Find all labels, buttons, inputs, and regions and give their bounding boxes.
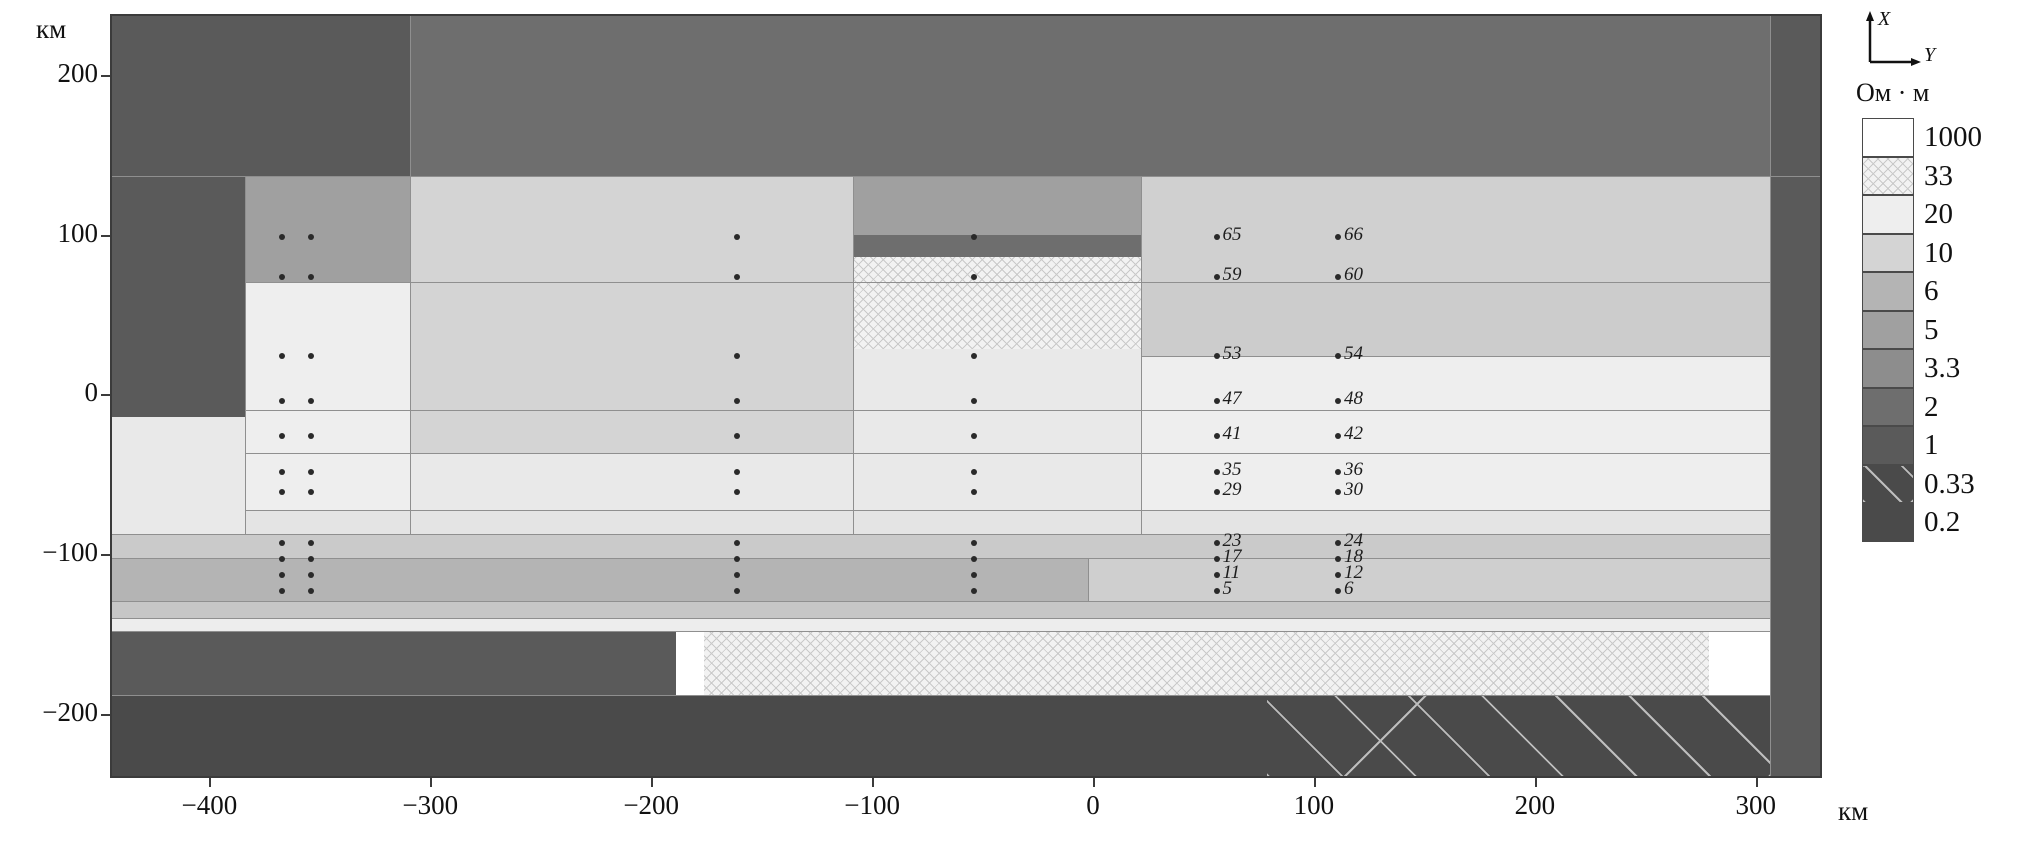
- block-18: [112, 559, 1089, 602]
- legend-label: 10: [1924, 236, 1953, 269]
- sample-point-label: 60: [1344, 263, 1363, 285]
- sample-point: [1214, 556, 1220, 562]
- x-tick-mark: [872, 778, 874, 787]
- block-15: [853, 349, 1141, 454]
- block-16: [245, 511, 1771, 535]
- block-12: [1141, 357, 1771, 535]
- sep-line-14: [245, 177, 246, 535]
- sample-point-label: 48: [1344, 388, 1363, 410]
- sample-point: [1214, 540, 1220, 546]
- legend-row: [1862, 388, 2012, 427]
- sample-point-label: 59: [1222, 263, 1242, 285]
- sep-line-9: [112, 558, 1771, 559]
- y-tick-mark: [101, 235, 110, 237]
- sample-point: [971, 572, 977, 578]
- sample-point: [971, 588, 977, 594]
- legend-row: [1862, 272, 2012, 311]
- sep-line-15: [410, 177, 411, 535]
- x-axis-unit-label: км: [1838, 796, 1869, 826]
- sample-point: [1214, 234, 1220, 240]
- x-tick-mark: [1756, 778, 1758, 787]
- sample-point: [279, 469, 285, 475]
- y-axis-unit-label: км: [36, 14, 67, 44]
- sample-point-label: 29: [1222, 479, 1242, 501]
- block-19: [1089, 559, 1771, 602]
- sep-line-19: [410, 16, 411, 177]
- block-20: [112, 602, 1771, 619]
- sample-point-label: 42: [1344, 423, 1363, 445]
- sample-point: [1214, 274, 1220, 280]
- sample-point-label: 18: [1344, 546, 1363, 568]
- sep-line-13: [112, 695, 1771, 696]
- sample-point-label: 35: [1222, 458, 1242, 480]
- block-24-conductor: [704, 632, 1709, 696]
- sample-point: [1335, 234, 1341, 240]
- x-tick-mark: [430, 778, 432, 787]
- legend-label: 0.33: [1924, 467, 1975, 500]
- x-tick-label: −400: [181, 790, 238, 820]
- y-tick-mark: [101, 394, 110, 396]
- sample-point: [308, 274, 314, 280]
- sample-point: [971, 353, 977, 359]
- sample-point-label: 11: [1222, 562, 1241, 584]
- sample-point: [1214, 588, 1220, 594]
- sample-point-label: 54: [1344, 343, 1363, 365]
- x-tick-mark: [209, 778, 211, 787]
- sample-point-label: 65: [1222, 223, 1242, 245]
- x-tick-mark: [1535, 778, 1537, 787]
- legend-label: 2: [1924, 390, 1939, 423]
- legend-swatch: [1862, 157, 1914, 196]
- sample-point: [1335, 469, 1341, 475]
- x-tick-label: 200: [1514, 790, 1556, 820]
- sample-point-label: 30: [1344, 479, 1363, 501]
- sample-point: [1214, 353, 1220, 359]
- legend-row: [1862, 234, 2012, 273]
- legend-units-label: Ом · м: [1856, 78, 1930, 107]
- sep-line-6: [245, 453, 1771, 454]
- sample-point: [971, 556, 977, 562]
- legend-swatch: [1862, 388, 1914, 427]
- y-tick-label: 200: [57, 57, 98, 88]
- legend-swatch: [1862, 311, 1914, 350]
- sep-line-1: [112, 176, 1822, 177]
- y-tick-label: 100: [57, 217, 98, 248]
- legend-label: 0.2: [1924, 506, 1961, 538]
- legend-row: [1862, 311, 2012, 350]
- legend-row: [1862, 118, 2012, 157]
- block-25-resistive: [1709, 632, 1771, 696]
- y-tick-mark: [101, 554, 110, 556]
- sample-point-label: 5: [1222, 578, 1233, 600]
- block-11: [853, 235, 1141, 257]
- sample-point: [971, 540, 977, 546]
- sep-line-8: [112, 534, 1771, 535]
- sep-line-5: [245, 410, 1771, 411]
- resistivity-section-plot: [110, 14, 1822, 778]
- sample-point: [1214, 572, 1220, 578]
- block-left-edge: [112, 177, 245, 417]
- sample-point: [279, 274, 285, 280]
- y-tick-mark: [101, 75, 110, 77]
- block-5: [853, 177, 1141, 235]
- legend-row: [1862, 465, 2012, 504]
- legend-label: 1000: [1924, 121, 1982, 153]
- legend-row: [1862, 195, 2012, 234]
- sample-point: [1214, 489, 1220, 495]
- block-22: [112, 632, 676, 696]
- sep-line-20: [1088, 559, 1089, 602]
- sample-point: [279, 234, 285, 240]
- legend-label: 6: [1924, 275, 1939, 307]
- sample-point-label: 12: [1344, 562, 1363, 584]
- sep-line-16: [853, 177, 854, 535]
- block-26: [112, 696, 1267, 776]
- block-4: [411, 177, 853, 454]
- legend-label: 3.3: [1924, 352, 1961, 384]
- sample-point-label: 47: [1222, 388, 1242, 410]
- sample-point: [308, 398, 314, 404]
- sample-point: [734, 469, 740, 475]
- legend-row: [1862, 157, 2012, 196]
- x-tick-mark: [1314, 778, 1316, 787]
- sep-line-17: [1141, 177, 1142, 535]
- legend-row: [1862, 503, 2012, 542]
- block-17: [112, 535, 1771, 559]
- sample-point: [1335, 274, 1341, 280]
- sample-point: [1214, 469, 1220, 475]
- legend-row: [1862, 426, 2012, 465]
- x-tick-label: 0: [1086, 790, 1100, 820]
- sample-point: [971, 469, 977, 475]
- sample-point: [734, 234, 740, 240]
- sep-line-10: [112, 601, 1771, 602]
- sample-point: [308, 469, 314, 475]
- x-tick-mark: [1093, 778, 1095, 787]
- sep-line-11: [112, 618, 1771, 619]
- sample-point-label: 24: [1344, 530, 1363, 552]
- legend-swatch: [1862, 272, 1914, 311]
- sample-point: [734, 274, 740, 280]
- y-tick-mark: [101, 714, 110, 716]
- legend-row: [1862, 349, 2012, 388]
- x-tick-label: −200: [623, 790, 680, 820]
- sample-point-label: 36: [1344, 458, 1363, 480]
- legend-label: 33: [1924, 159, 1953, 192]
- y-tick-label: −100: [42, 537, 98, 568]
- sample-point: [971, 274, 977, 280]
- legend-swatch: [1862, 195, 1914, 234]
- x-tick-label: 100: [1293, 790, 1335, 820]
- sample-point: [308, 234, 314, 240]
- legend-label: 1: [1924, 429, 1939, 461]
- block-13: [245, 411, 411, 511]
- block-33ohm-lens: [853, 257, 1141, 349]
- block-2: [411, 16, 1771, 177]
- sample-point-label: 17: [1222, 546, 1242, 568]
- legend-swatch: [1862, 426, 1914, 465]
- sample-point-label: 41: [1222, 423, 1242, 445]
- compass-y-label: Y: [1924, 44, 1936, 66]
- y-tick-label: 0: [84, 377, 98, 408]
- sample-point: [971, 234, 977, 240]
- legend-swatch: [1862, 118, 1914, 157]
- sample-point-label: 66: [1344, 223, 1363, 245]
- sample-point: [971, 489, 977, 495]
- block-23-resistive: [676, 632, 704, 696]
- legend-swatch: [1862, 234, 1914, 273]
- block-7: [245, 283, 411, 411]
- block-1: [112, 16, 411, 177]
- sep-line-12: [112, 631, 1771, 632]
- x-tick-label: 300: [1735, 790, 1776, 820]
- legend-label: 20: [1924, 198, 1953, 230]
- block-3: [245, 177, 411, 283]
- legend-swatch: [1862, 465, 1914, 504]
- block-right-edge: [1771, 16, 1822, 776]
- sample-point: [971, 398, 977, 404]
- legend-swatch: [1862, 503, 1914, 542]
- x-tick-label: −300: [402, 790, 459, 820]
- sep-line-7: [245, 510, 1771, 511]
- sample-point-label: 23: [1222, 530, 1242, 552]
- sample-point-label: 6: [1344, 578, 1354, 600]
- x-tick-label: −100: [844, 790, 900, 820]
- sample-point: [971, 433, 977, 439]
- block-27-hatched-basement: [1267, 696, 1771, 776]
- resistivity-legend: [1862, 118, 2012, 542]
- y-tick-label: −200: [42, 697, 98, 728]
- sample-point: [1214, 433, 1220, 439]
- sep-line-18: [1770, 16, 1771, 776]
- sample-point: [1214, 398, 1220, 404]
- x-tick-mark: [651, 778, 653, 787]
- sample-point-label: 53: [1222, 343, 1242, 365]
- compass-rose: [1862, 8, 1982, 72]
- compass-x-label: X: [1878, 8, 1891, 30]
- legend-label: 5: [1924, 313, 1939, 346]
- sep-line-2: [245, 282, 1141, 283]
- legend-swatch: [1862, 349, 1914, 388]
